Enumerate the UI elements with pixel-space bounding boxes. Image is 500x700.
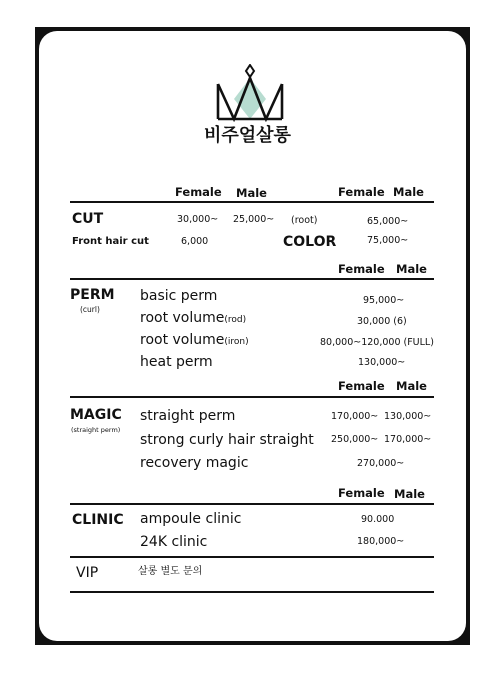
section-label-vip: VIP (76, 565, 99, 581)
divider (70, 201, 434, 203)
divider (70, 591, 434, 593)
col-male-header: Male (396, 379, 427, 393)
divider (70, 396, 434, 398)
service-name: 24K clinic (140, 534, 208, 550)
service-price: 180,000~ (357, 536, 405, 547)
divider (70, 503, 434, 505)
col-female-header: Female (338, 379, 385, 393)
service-price: 90.000 (361, 514, 395, 525)
section-label-magic: MAGIC (70, 407, 122, 423)
color-root-price: 65,000~ (367, 216, 409, 227)
price-card (39, 31, 466, 641)
service-price: 80,000~120,000 (FULL) (320, 337, 434, 348)
service-name: heat perm (140, 354, 213, 370)
service-name: root volume(rod) (140, 310, 247, 326)
service-female-price: 170,000~ (331, 411, 379, 422)
salon-name: 비주얼살롱 (204, 125, 291, 146)
service-male-price: 170,000~ (384, 434, 432, 445)
front-cut-price: 6,000 (181, 236, 209, 247)
col-male-header: Male (396, 262, 427, 276)
divider (70, 556, 434, 558)
section-label-perm: PERM (70, 287, 115, 303)
front-cut-label: Front hair cut (72, 236, 149, 247)
service-price: 95,000~ (363, 295, 405, 306)
col-female-header: Female (338, 185, 385, 199)
service-female-price: 250,000~ (331, 434, 379, 445)
col-female-header: Female (338, 262, 385, 276)
divider (70, 278, 434, 280)
color-root-label: (root) (291, 215, 318, 226)
vip-note: 살롱 별도 문의 (138, 566, 203, 577)
service-name: ampoule clinic (140, 511, 242, 527)
service-male-price: 130,000~ (384, 411, 432, 422)
cut-male-price: 25,000~ (233, 214, 275, 225)
col-male-header: Male (394, 487, 425, 501)
magic-sublabel: (straight perm) (71, 426, 121, 434)
service-name: basic perm (140, 288, 218, 304)
col-female-header: Female (175, 185, 222, 199)
service-name: strong curly hair straight (140, 432, 314, 448)
service-name: recovery magic (140, 455, 249, 471)
color-full-price: 75,000~ (367, 235, 409, 246)
service-price: 270,000~ (357, 458, 405, 469)
service-price: 30,000 (6) (357, 316, 407, 327)
col-male-header: Male (393, 185, 424, 199)
crown-diamond-icon (216, 64, 284, 122)
perm-sublabel: (curl) (80, 305, 100, 314)
cut-female-price: 30,000~ (177, 214, 219, 225)
service-price: 130,000~ (358, 357, 406, 368)
service-name: root volume(iron) (140, 332, 249, 348)
col-female-header: Female (338, 486, 385, 500)
col-male-header: Male (236, 186, 267, 200)
service-name: straight perm (140, 408, 236, 424)
section-label-cut: CUT (72, 211, 104, 227)
section-label-clinic: CLINIC (72, 512, 124, 528)
section-label-color: COLOR (283, 234, 337, 250)
